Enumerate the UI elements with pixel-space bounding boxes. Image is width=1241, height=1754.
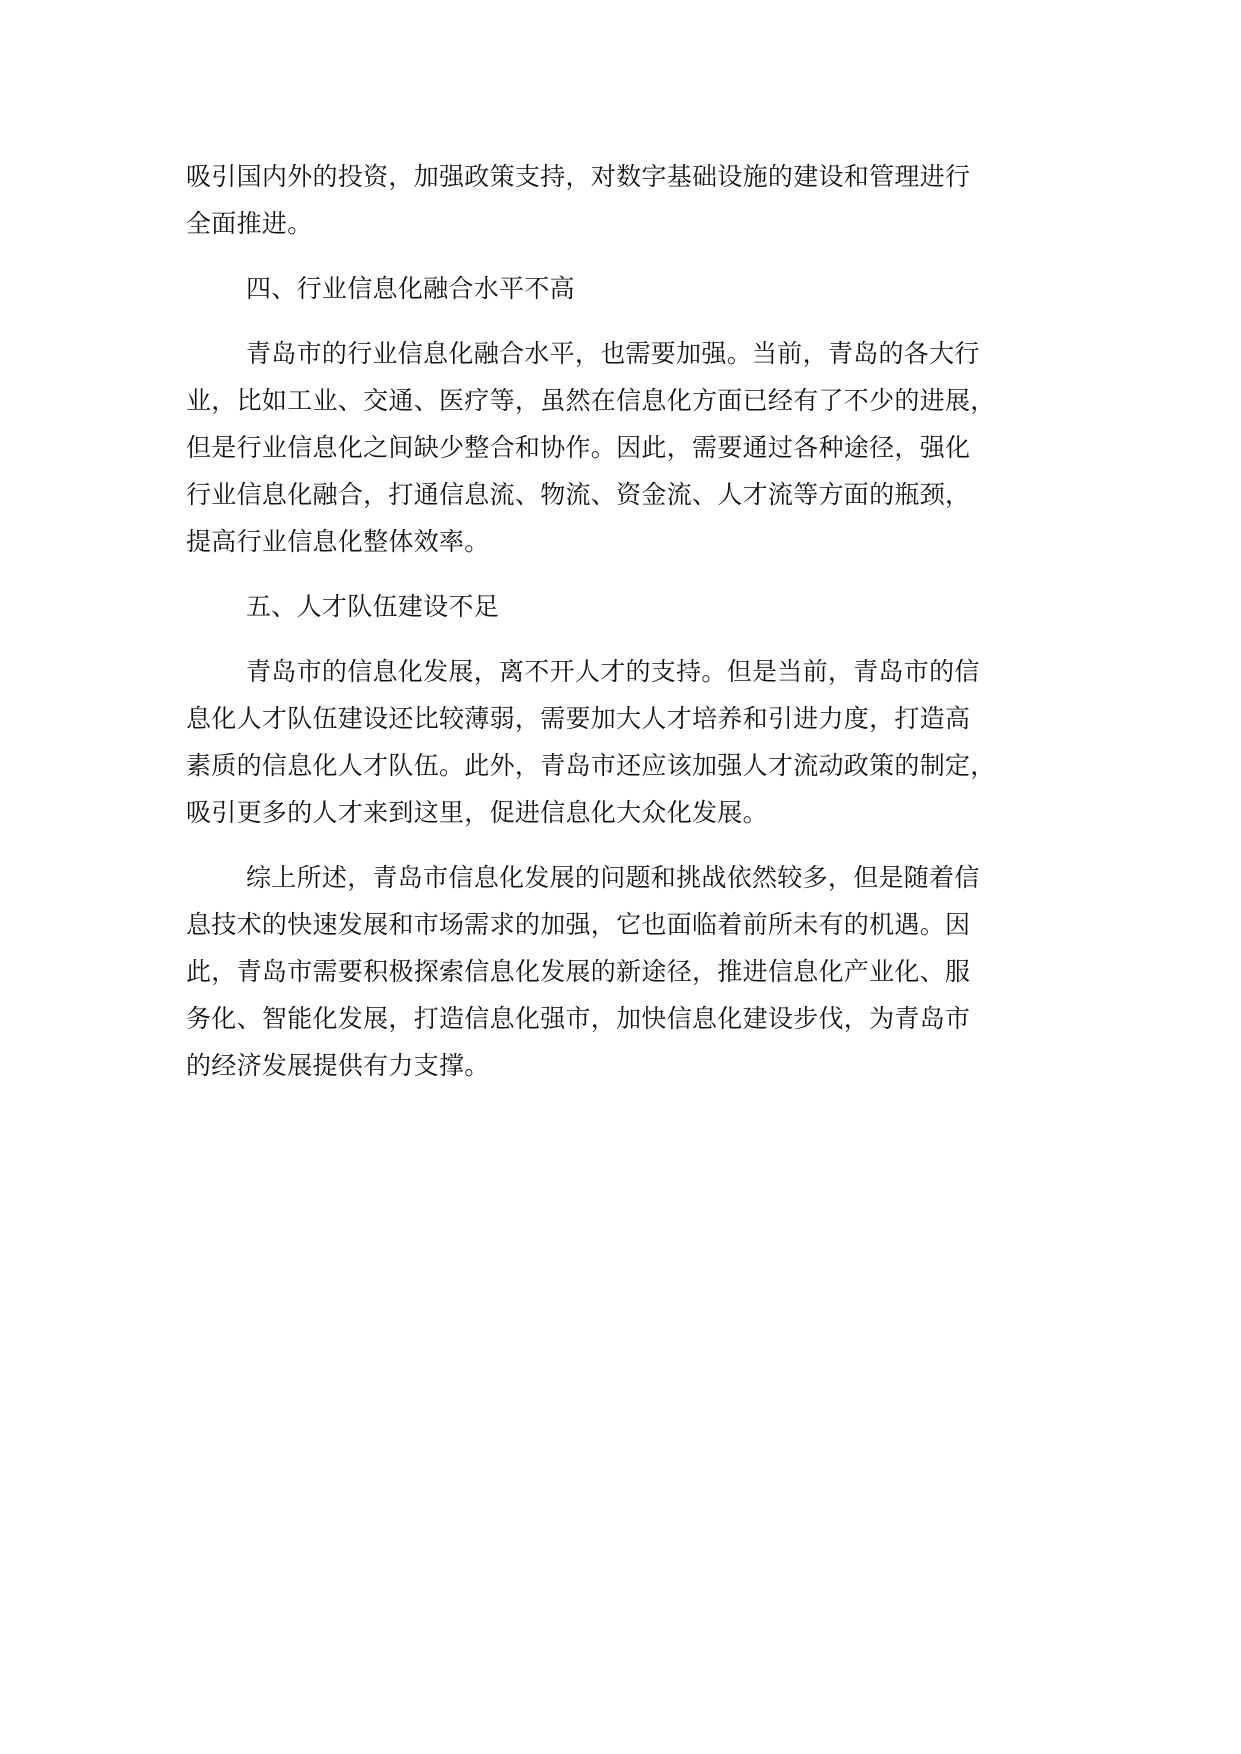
text-line: 吸引国内外的投资，加强政策支持，对数字基础设施的建设和管理进行 [186, 162, 971, 191]
text-line: 综上所述，青岛市信息化发展的问题和挑战依然较多，但是随着信 [246, 863, 980, 892]
section-heading-4 [186, 265, 1076, 312]
text-line: 全面推进。 [186, 209, 313, 238]
text-line: 的经济发展提供有力支撑。 [186, 1051, 490, 1080]
document-body [186, 153, 1076, 1089]
text-line: 业，比如工业、交通、医疗等，虽然在信息化方面已经有了不少的进展， [186, 386, 996, 415]
text-line: 提高行业信息化整体效率。 [186, 527, 490, 556]
text-line: 息技术的快速发展和市场需求的加强，它也面临着前所未有的机遇。因 [186, 910, 971, 939]
paragraph-continuation [186, 153, 1076, 247]
section-heading-5 [186, 583, 1076, 630]
text-line: 息化人才队伍建设还比较薄弱，需要加大人才培养和引进力度，打造高 [186, 704, 971, 733]
paragraph-industry-integration [186, 330, 1076, 565]
paragraph-talent [186, 648, 1076, 836]
heading-text: 四、行业信息化融合水平不高 [246, 274, 575, 303]
heading-text: 五、人才队伍建设不足 [246, 592, 500, 621]
text-line: 吸引更多的人才来到这里，促进信息化大众化发展。 [186, 798, 768, 827]
text-line: 但是行业信息化之间缺少整合和协作。因此，需要通过各种途径，强化 [186, 433, 971, 462]
text-line: 青岛市的信息化发展，离不开人才的支持。但是当前，青岛市的信 [246, 657, 980, 686]
text-line: 务化、智能化发展，打造信息化强市，加快信息化建设步伐，为青岛市 [186, 1004, 971, 1033]
text-line: 素质的信息化人才队伍。此外，青岛市还应该加强人才流动政策的制定， [186, 751, 996, 780]
paragraph-conclusion [186, 854, 1076, 1089]
text-line: 青岛市的行业信息化融合水平，也需要加强。当前，青岛的各大行 [246, 339, 980, 368]
text-line: 此，青岛市需要积极探索信息化发展的新途径，推进信息化产业化、服 [186, 957, 971, 986]
text-line: 行业信息化融合，打通信息流、物流、资金流、人才流等方面的瓶颈， [186, 480, 971, 509]
